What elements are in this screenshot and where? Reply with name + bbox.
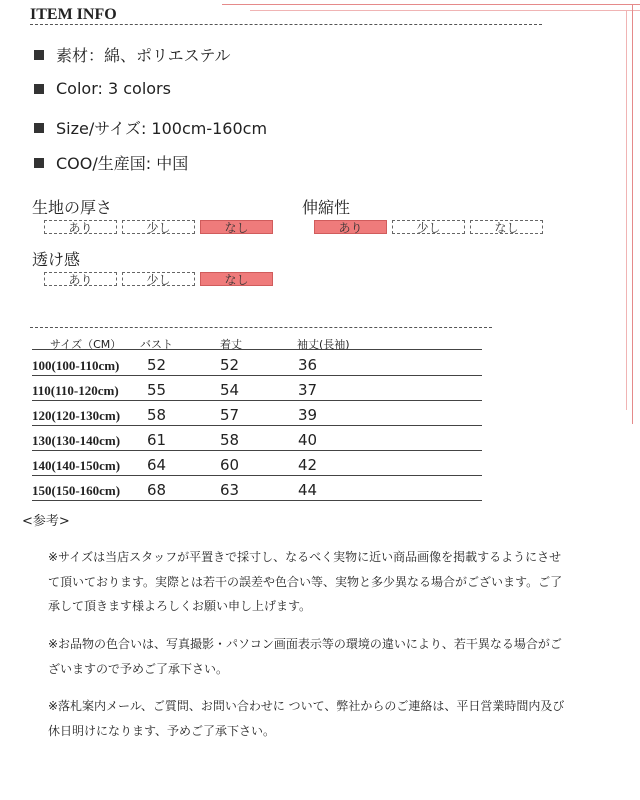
note-color: ※お品物の色合いは、写真撮影・パソコン画面表示等の環境の違いにより、若干異なる場合がございますので予めご了承下さい。 (48, 637, 562, 676)
reference-label: <参考> (22, 514, 70, 529)
spec-text: 素材：綿、ポリエステル (56, 46, 231, 65)
note-size: ※サイズは当店スタッフが平置きで採寸し、なるべく実物に近い商品画像を掲載するようにさせて頂いております。実際とは若干の誤差や色合い等、実物と多少異なる場合がございます。ご了承して頂きます様よろしくお願い申し上げます。 (48, 550, 563, 613)
thickness-label: 生地の厚さ (32, 198, 113, 217)
table-header-length: 着丈 (220, 338, 242, 351)
table-cell-length: 52 (220, 356, 240, 374)
sheer-option: 少し (122, 272, 195, 286)
stretch-option: 少し (392, 220, 465, 234)
sheer-scale (44, 272, 278, 286)
bullet-square-icon (34, 84, 44, 94)
table-row-size: 100(100-110cm) (32, 358, 120, 373)
bullet-square-icon (34, 50, 44, 60)
table-cell-bust: 64 (147, 456, 167, 474)
table-cell-sleeve: 39 (298, 406, 318, 424)
table-rule (32, 375, 482, 376)
frame-line-right (632, 4, 633, 424)
frame-line-top (222, 4, 640, 5)
note-contact: ※落札案内メール、ご質問、お問い合わせに ついて、弊社からのご連絡は、平日営業時間内及び休日明けになります、予めご了承下さい。 (48, 699, 565, 738)
frame-line-right-inner (626, 10, 627, 410)
title-divider (30, 24, 542, 25)
spec-text: COO/生産国: 中国 (56, 154, 189, 173)
table-header-size: サイズ（CM） (50, 338, 122, 351)
table-divider (30, 327, 492, 328)
table-row-size: 120(120-130cm) (32, 408, 121, 423)
thickness-option: なし (200, 220, 273, 234)
table-cell-bust: 61 (147, 431, 167, 449)
bullet-square-icon (34, 123, 44, 133)
thickness-option: あり (44, 220, 117, 234)
table-header-sleeve: 袖丈(長袖) (297, 338, 350, 351)
table-rule (32, 425, 482, 426)
spec-color (34, 79, 171, 98)
table-row-size: 110(110-120cm) (32, 383, 119, 398)
table-row-size: 130(130-140cm) (32, 433, 121, 448)
sheer-option: あり (44, 272, 117, 286)
spec-material (34, 43, 231, 66)
spec-text: Color: 3 colors (56, 79, 171, 98)
table-cell-length: 54 (220, 381, 240, 399)
page-title: ITEM INFO (30, 6, 117, 23)
table-cell-sleeve: 37 (298, 381, 318, 399)
table-cell-sleeve: 40 (298, 431, 318, 449)
table-cell-bust: 52 (147, 356, 167, 374)
stretch-label: 伸縮性 (302, 198, 351, 217)
spec-text: Size/サイズ: 100cm-160cm (56, 119, 268, 138)
table-cell-bust: 68 (147, 481, 167, 499)
table-cell-length: 57 (220, 406, 240, 424)
sheer-label: 透け感 (32, 250, 81, 269)
thickness-option: 少し (122, 220, 195, 234)
table-rule (32, 500, 482, 501)
spec-size (34, 116, 267, 139)
table-cell-length: 63 (220, 481, 240, 499)
thickness-scale (44, 220, 278, 234)
sheer-option: なし (200, 272, 273, 286)
table-cell-bust: 58 (147, 406, 167, 424)
stretch-option: なし (470, 220, 543, 234)
table-cell-sleeve: 36 (298, 356, 318, 374)
table-row-size: 150(150-160cm) (32, 483, 121, 498)
stretch-option: あり (314, 220, 387, 234)
stretch-scale (314, 220, 548, 234)
table-rule (32, 400, 482, 401)
bullet-square-icon (34, 158, 44, 168)
table-rule (32, 450, 482, 451)
table-cell-length: 58 (220, 431, 240, 449)
table-cell-length: 60 (220, 456, 240, 474)
table-rule (32, 475, 482, 476)
table-rule (32, 349, 482, 350)
table-cell-sleeve: 42 (298, 456, 318, 474)
table-header-bust: バスト (140, 338, 173, 351)
table-row-size: 140(140-150cm) (32, 458, 121, 473)
frame-line-top-inner (250, 10, 640, 11)
table-cell-bust: 55 (147, 381, 167, 399)
table-cell-sleeve: 44 (298, 481, 318, 499)
spec-coo (34, 151, 188, 174)
